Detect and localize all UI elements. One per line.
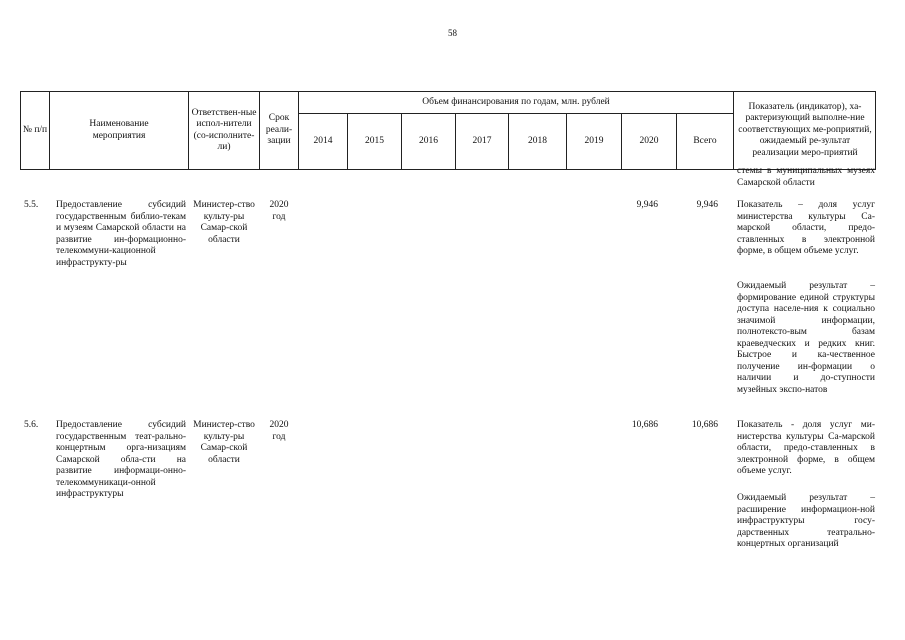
row-indicator: Показатель - доля услуг ми-нистерства культуры Са-марской области, предо-ставленных в электронной форме, в общем объеме услуг. xyxy=(737,420,875,476)
header-indicator: Показатель (индикатор), ха-рактеризующий выполне-ние соответствующих ме-роприятий, ожидаемый ре-зультат реализации меро-приятий xyxy=(738,101,872,158)
page-number: 58 xyxy=(448,28,457,38)
row-indicator: Показатель – доля услуг министерства культуры Са-марской области, предо-ставленных в электронной форме, в общем объеме услуг. xyxy=(737,200,875,256)
header-year-2017: 2017 xyxy=(472,135,492,146)
row-executor: Министер-ство культу-ры Самар-ской области xyxy=(193,420,255,465)
row-term: 2020 год xyxy=(269,420,289,442)
row-name: Предоставление субсидий государственным библио-текам и музеям Самарской области на развитие ин-формационно-телекоммуни-кационной инфраструкту-ры xyxy=(56,200,186,268)
row-name: Предоставление субсидий государственным теат-рально-концертным орга-низациям Самарской обла-сти на развитие информаци-онно-телекоммуникаци-онной инфраструктуры xyxy=(56,420,186,499)
header-year-2015: 2015 xyxy=(365,135,384,146)
row-value-total: 10,686 xyxy=(691,420,718,430)
row-num: 5.6. xyxy=(24,420,39,430)
row-value-2020: 10,686 xyxy=(631,420,658,430)
row-expected-result: Ожидаемый результат – формирование единой структуры доступа населе-ния к социально значимой информации, полнотексто-вым базам краеведческих и редких книг. Быстрое и ка-чественное получение ин-формации о наличии и до-ступности музейных экспо-натов xyxy=(737,281,875,395)
header-funding: Объем финансирования по годам, млн. рублей xyxy=(422,97,610,108)
row-num: 5.5. xyxy=(24,200,39,210)
header-num: № п/п xyxy=(22,124,48,135)
row-expected-result: Ожидаемый результат – расширение информацион-ной инфраструктуры госу-дарственных театрально-концертных организаций xyxy=(737,493,875,549)
carryover-text: стемы в муниципальных музеях Самарской области xyxy=(737,166,875,188)
row-term: 2020 год xyxy=(269,200,289,222)
header-total: Всего xyxy=(693,135,717,146)
header-year-2014: 2014 xyxy=(313,135,333,146)
row-value-total: 9,946 xyxy=(696,200,718,210)
header-year-2016: 2016 xyxy=(419,135,438,146)
header-year-2018: 2018 xyxy=(528,135,547,146)
header-name: Наименование мероприятия xyxy=(89,119,149,141)
header-year-2019: 2019 xyxy=(584,135,604,146)
header-executor: Ответствен-ные испол-нители (со-исполните-ли) xyxy=(191,107,257,152)
table-header xyxy=(20,91,876,170)
row-value-2020: 9,946 xyxy=(636,200,658,210)
header-year-2020: 2020 xyxy=(639,135,659,146)
header-term: Срок реали-зации xyxy=(265,113,293,147)
row-executor: Министер-ство культу-ры Самар-ской области xyxy=(193,200,255,245)
